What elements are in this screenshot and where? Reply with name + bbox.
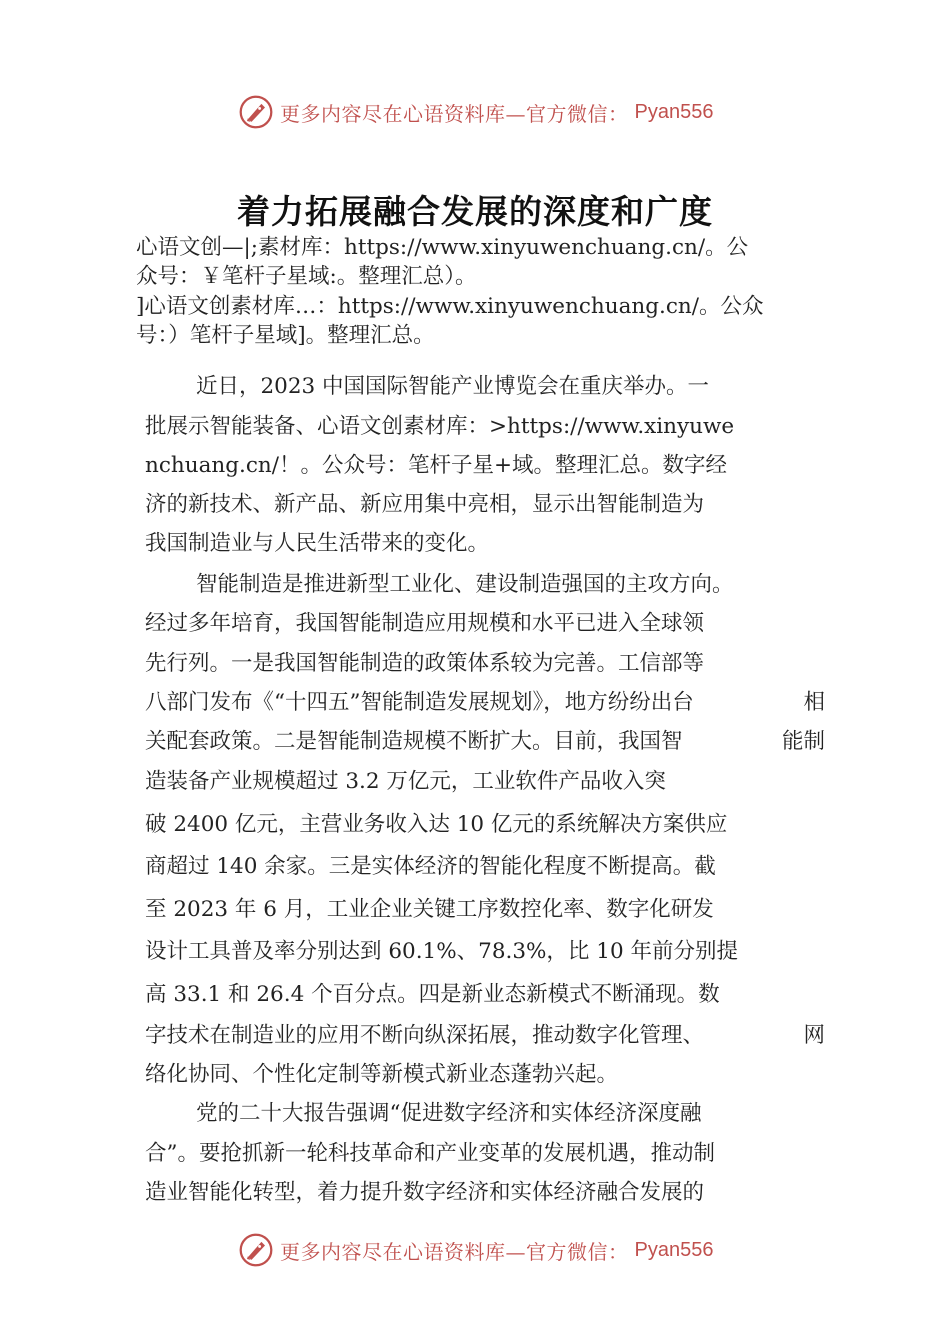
watermark-wechat-handle: Pyan556: [634, 1238, 714, 1261]
line-segment: 网: [803, 1023, 825, 1048]
paragraph-line: nchuang.cn/！。公众号：笔杆子星+域。整理汇总。数字经: [145, 453, 727, 478]
pen-nib-logo-icon: [238, 1232, 274, 1268]
paragraph-line: 智能制造是推进新型工业化、建设制造强国的主攻方向。: [196, 572, 734, 597]
source-line: 号：）笔杆子星域]。整理汇总。: [136, 323, 435, 348]
pen-nib-logo-icon: [238, 94, 274, 130]
line-segment: 关配套政策。二是智能制造规模不断扩大。目前，我国智: [145, 729, 683, 754]
watermark-wechat-handle: Pyan556: [634, 100, 714, 123]
page-title: 着力拓展融合发展的深度和广度: [237, 192, 713, 231]
paragraph-line: 至 2023 年 6 月，工业企业关键工序数控化率、数字化研发: [145, 897, 714, 922]
paragraph-line: 近日，2023 中国国际智能产业博览会在重庆举办。一: [196, 374, 710, 399]
paragraph-line: 络化协同、个性化定制等新模式新业态蓬勃兴起。: [145, 1062, 619, 1087]
line-segment: 字技术在制造业的应用不断向纵深拓展，推动数字化管理、: [145, 1023, 705, 1048]
line-segment: 相: [803, 690, 825, 715]
paragraph-line: 造业智能化转型，着力提升数字经济和实体经济融合发展的: [145, 1180, 705, 1205]
header-watermark: [238, 92, 713, 132]
paragraph-line: 我国制造业与人民生活带来的变化。: [145, 531, 490, 556]
paragraph-line: [145, 1021, 825, 1051]
watermark-label: 更多内容尽在心语资料库—官方微信：: [280, 101, 629, 126]
paragraph-line: 商超过 140 余家。三是实体经济的智能化程度不断提高。截: [145, 854, 716, 879]
paragraph-line: 高 33.1 和 26.4 个百分点。四是新业态新模式不断涌现。数: [145, 982, 720, 1007]
paragraph-line: 批展示智能装备、心语文创素材库：>https://www.xinyuwe: [145, 414, 735, 439]
paragraph-line: 济的新技术、新产品、新应用集中亮相，显示出智能制造为: [145, 492, 705, 517]
footer-watermark: [238, 1230, 713, 1270]
paragraph-line: 经过多年培育，我国智能制造应用规模和水平已进入全球领: [145, 611, 705, 636]
paragraph-line: [145, 727, 825, 757]
source-line: ]心语文创素材库…：https://www.xinyuwenchuang.cn/。公众: [136, 294, 764, 319]
source-line: 众号：￥笔杆子星域:。整理汇总）。: [136, 264, 477, 289]
paragraph-line: 先行列。一是我国智能制造的政策体系较为完善。工信部等: [145, 651, 705, 676]
paragraph-line: 合”。要抢抓新一轮科技革命和产业变革的发展机遇，推动制: [145, 1141, 715, 1166]
paragraph-line: 造装备产业规模超过 3.2 万亿元，工业软件产品收入突: [145, 769, 666, 794]
line-segment: 八部门发布《“十四五”智能制造发展规划》，地方纷纷出台: [145, 690, 694, 715]
line-segment: 能制: [781, 729, 825, 754]
paragraph-line: 破 2400 亿元，主营业务收入达 10 亿元的系统解决方案供应: [145, 812, 728, 837]
paragraph-line: [145, 688, 825, 718]
paragraph-line: 党的二十大报告强调“促进数字经济和实体经济深度融: [196, 1101, 702, 1126]
source-line: 心语文创—|;素材库：https://www.xinyuwenchuang.cn/。公: [136, 235, 749, 260]
paragraph-line: 设计工具普及率分别达到 60.1%、78.3%，比 10 年前分别提: [145, 939, 738, 964]
watermark-label: 更多内容尽在心语资料库—官方微信：: [280, 1239, 629, 1264]
